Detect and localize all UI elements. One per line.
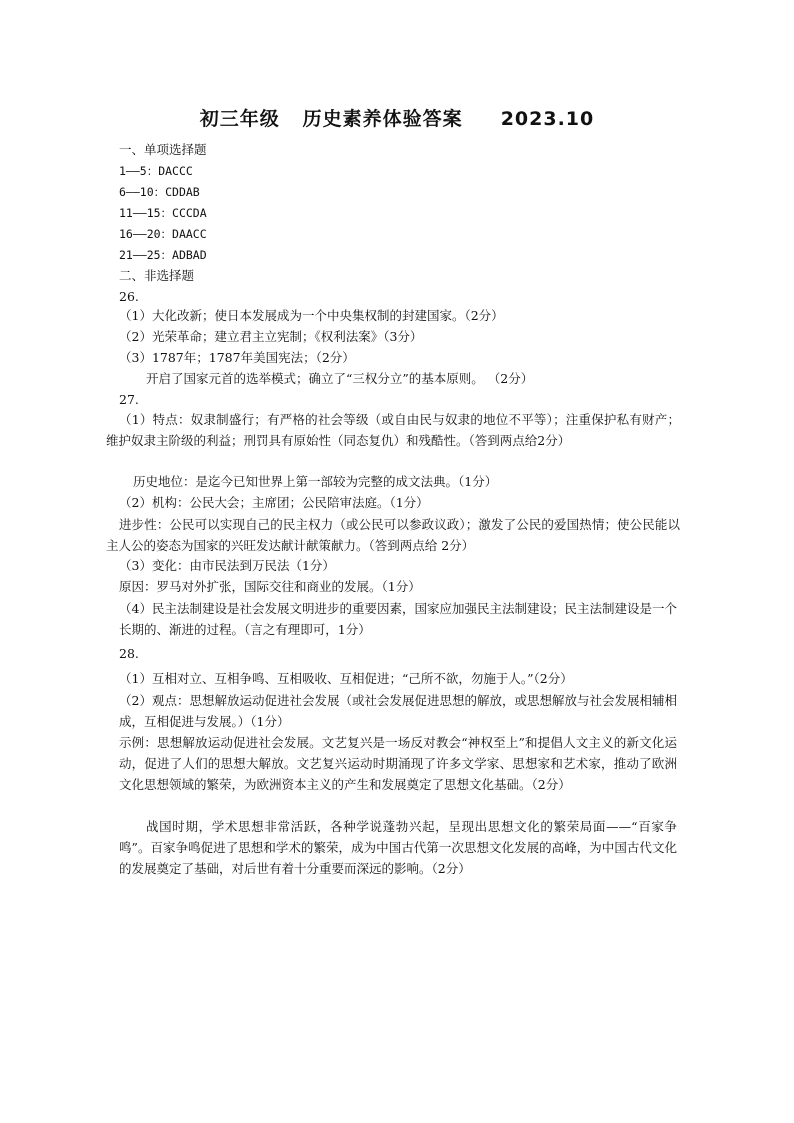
answer-row-4: 16——20：DAACC	[119, 227, 207, 241]
answer-row-5: 21——25：ADBAD	[119, 248, 207, 262]
answer-row-2: 6——10：CDDAB	[119, 185, 200, 199]
title-grade: 初三年级	[199, 108, 280, 130]
q27-line-7: （4）民主法制建设是社会发展文明进步的重要因素，国家应加强民主法制建设；民主法制建设是一个长期的、渐进的过程。（言之有理即可，1分）	[119, 601, 677, 637]
q27-number: 27.	[119, 392, 139, 407]
title-date: 2023.10	[500, 108, 595, 130]
q27-line-2: 历史地位：是迄今已知世界上第一部较为完整的成文法典。（1分）	[133, 474, 498, 489]
answer-row-1: 1——5：DACCC	[119, 164, 193, 178]
page-title	[0, 104, 794, 131]
q28-line-2: （2）观点：思想解放运动促进社会发展（或社会发展促进思想的解放，或思想解放与社会发展相辅相成，互相促进与发展。）（1分）	[119, 693, 677, 729]
q27-line-3: （2）机构：公民大会；主席团；公民陪审法庭。（1分）	[119, 495, 429, 510]
q28-number: 28.	[119, 646, 139, 661]
title-subject: 历史素养体验答案	[302, 108, 463, 130]
q26-number: 26.	[119, 289, 139, 304]
section1-heading: 一、单项选择题	[119, 142, 207, 157]
q26-line-3: （3）1787年；1787年美国宪法；（2分）	[119, 350, 355, 365]
q28-line-4: 战国时期，学术思想非常活跃，各种学说蓬勃兴起，呈现出思想文化的繁荣局面——“百家争鸣”。百家争鸣促进了思想和学术的繁荣，成为中国古代第一次思想文化发展的高峰，为中国古代文化的发展奠定了基础，对后世有着十分重要而深远的影响。（2分）	[119, 819, 677, 876]
q27-line-1: （1）特点：奴隶制盛行；有严格的社会等级（或自由民与奴隶的地位不平等）；注重保护私有财产；维护奴隶主阶级的利益；刑罚具有原始性（同态复仇）和残酷性。（答到两点给2分）	[106, 412, 680, 448]
section2-heading: 二、非选择题	[119, 268, 195, 283]
q26-line-4: 开启了国家元首的选举模式；确立了“三权分立”的基本原则。 （2分）	[146, 371, 534, 386]
q28-line-3: 示例：思想解放运动促进社会发展。文艺复兴是一场反对教会“神权至上”和提倡人文主义的新文化运动，促进了人们的思想大解放。文艺复兴运动时期涌现了许多文学家、思想家和艺术家，推动了欧洲文化思想领域的繁荣，为欧洲资本主义的产生和发展奠定了思想文化基础。（2分）	[119, 735, 677, 792]
q28-line-1: （1）互相对立、互相争鸣、互相吸收、互相促进；“己所不欲，勿施于人。”（2分）	[119, 671, 573, 686]
q27-line-6: 原因：罗马对外扩张，国际交往和商业的发展。（1分）	[119, 579, 421, 594]
q26-line-1: （1）大化改新；使日本发展成为一个中央集权制的封建国家。（2分）	[119, 308, 504, 323]
answer-row-3: 11——15：CCCDA	[119, 206, 207, 220]
q26-line-2: （2）光荣革命；建立君主立宪制；《权利法案》（3分）	[119, 329, 423, 344]
q27-line-5: （3）变化：由市民法到万民法（1分）	[119, 558, 335, 573]
q27-line-4: 进步性：公民可以实现自己的民主权力（或公民可以参政议政）；激发了公民的爱国热情；使公民能以主人公的姿态为国家的兴旺发达献计献策献力。（答到两点给 2分）	[106, 517, 680, 553]
